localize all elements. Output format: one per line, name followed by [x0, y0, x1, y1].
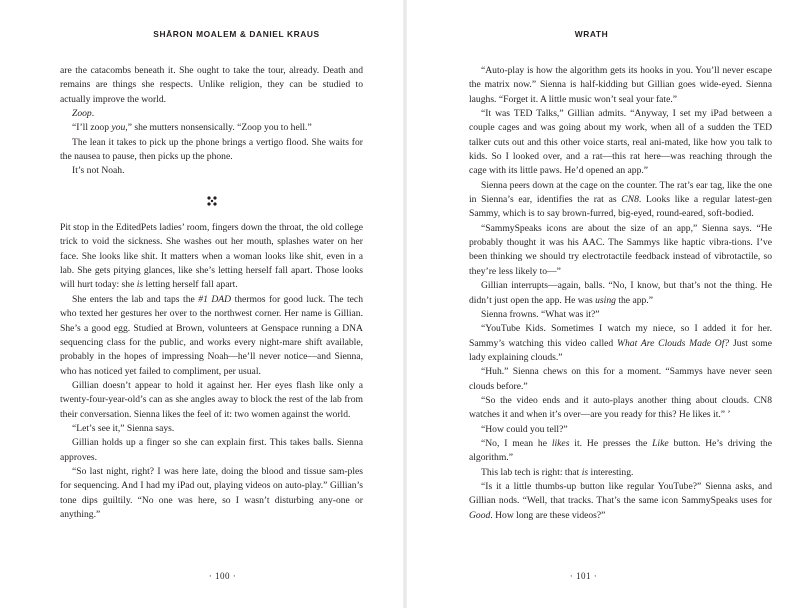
paragraph: [60, 136, 363, 165]
text-run: are the catacombs beneath it. She ought to take the tour, already. Death and remains are things she respects. Unlike religion, they can be studied to actually improve the world.: [60, 65, 363, 105]
paragraph: [60, 465, 363, 522]
right-page: [405, 0, 810, 608]
running-head-authors: SHĀRON MOALEM & DANIEL KRAUS: [153, 29, 320, 39]
paragraph: [469, 480, 772, 523]
text-run: thermos for good luck. The tech who texted her gestures her over to the northwest corner. Her name is Gillian. She’s a good egg. Studied at Brown, volunteers at Genspace running a DNA sequencing class for the public, and works every night-mare shift available, probably in the hopes of impressing Noah—he’ll never notice—and Sienna, who has noticed yet failed to compliment, per usual.: [60, 293, 363, 377]
text-run: the app.”: [615, 294, 653, 306]
text-run: button. He’s driving the algorithm.”: [469, 437, 772, 464]
text-run: Gillian interrupts—again, balls. “No, I know, but that’s not the thing. He didn’t just open the app. He was: [469, 280, 772, 306]
paragraph: [60, 107, 363, 121]
text-run: The lean it takes to pick up the phone brings a vertigo flood. She waits for the nausea to pause, then picks up the phone.: [60, 136, 363, 163]
paragraph: [469, 466, 772, 480]
paragraph: [469, 365, 772, 394]
text-run: “Huh.” Sienna chews on this for a moment. “Sammys have never seen clouds before.”: [469, 366, 772, 392]
paragraph: [60, 64, 363, 107]
text-run: . Looks like a regular latest-gen Sammy, which is to say brown-furred, big-eyed, round-eared, soft-bodied.: [469, 194, 772, 220]
italic-text: likes: [551, 437, 570, 449]
italic-text: using: [595, 294, 616, 306]
text-run: “Let’s see it,” Sienna says.: [72, 422, 175, 434]
italic-text: is: [581, 466, 589, 478]
page-number-left: · 100 ·: [208, 571, 237, 581]
text-run: Sienna frowns. “What was it?”: [481, 308, 600, 320]
italic-text: Good: [469, 509, 491, 521]
italic-text: Zoop: [72, 108, 92, 120]
text-run: Pit stop in the EditedPets ladies’ room, fingers down the throat, the old college trick to void the sickness. She washes out her mouth, splashes water on her face. She looks like shit. It matters when a woman looks like shit, even in a lab. She gets pitying glances, like she’s letting herself fall apart. Those looks will hurt today: she: [60, 222, 363, 291]
text-run: ,” she mutters nonsensically. “Zoop you to hell.”: [125, 122, 312, 134]
text-run: She enters the lab and taps the: [72, 293, 199, 305]
text-run: “SammySpeaks icons are about the size of an app,” Sienna says. “He probably thought it was his AAC. The Sammys like haptic vibra-tions. I’ve been thinking we should try electrotactile feedback instead of vibrotactile, so they’re less likely to—”: [469, 222, 772, 277]
paragraph: [469, 437, 772, 466]
paragraph: [469, 423, 772, 437]
text-run: Just some lady explaining clouds.”: [469, 337, 772, 363]
paragraph: [60, 221, 363, 293]
text-run: Gillian holds up a finger so she can explain first. This takes balls. Sienna approves.: [60, 437, 363, 463]
italic-text: is: [136, 279, 144, 291]
text-run: “I’ll zoop: [72, 122, 112, 134]
italic-text: What Are Clouds Made Of?: [616, 337, 730, 349]
paragraph: [469, 222, 772, 279]
paragraph: [60, 164, 363, 178]
paragraph: [469, 322, 772, 365]
paragraph: [469, 308, 772, 322]
paragraph: [60, 121, 363, 135]
section-break-ornament: [60, 193, 363, 207]
italic-text: CN8: [621, 194, 639, 206]
paragraph: [60, 436, 363, 465]
right-page-body-text: [469, 64, 772, 523]
text-run: This lab tech is right: that: [481, 466, 582, 478]
text-run: Sienna peers down at the cage on the counter. The rat’s ear tag, like the one in Sienna’s ear, identifies the rat as: [469, 179, 772, 206]
text-run: “Auto-play is how the algorithm gets its hooks in you. You’ll never escape the matrix now.” Sienna is half-kidding but Gillian goes wide-eyed. Sienna laughs. “Forget it. A little music won’t seal your fate.”: [469, 65, 772, 105]
paragraph: [469, 179, 772, 222]
page-number-right: · 101 ·: [569, 571, 598, 581]
text-run: “So last night, right? I was here late, doing the blood and tissue sam-ples for sequencing. And I had my iPad out, playing videos on auto-play.” Gillian’s tone dips guiltily. “No one was here, so I wasn’t disturbing any-one or anything.”: [60, 465, 363, 520]
italic-text: Like: [652, 437, 669, 449]
text-run: . How long are these videos?”: [490, 509, 606, 521]
text-run: “How could you tell?”: [481, 423, 568, 435]
text-run: It’s not Noah.: [72, 165, 125, 177]
paragraph: [469, 394, 772, 423]
text-run: interesting.: [588, 466, 634, 478]
paragraph: [469, 107, 772, 179]
text-run: .: [91, 108, 95, 120]
paragraph: [469, 279, 772, 308]
text-run: it. He presses the: [569, 437, 653, 449]
italic-text: #1 DAD: [198, 293, 232, 305]
paragraph: [60, 422, 363, 436]
running-head-title: WRATH: [574, 29, 609, 39]
text-run: “It was TED Talks,” Gillian admits. “Anyway, I set my iPad between a couple cages and was going about my work, when all of a sudden the TED talker cuts out and this other voice starts, real ani-mated, like how you talk to kids. So I looked over, and a rat—this rat here—was reaching through the cage with its little paws. He’d opened an app.”: [469, 108, 772, 177]
left-page-body-text: [60, 64, 363, 522]
text-run: “Is it a little thumbs-up button like regular YouTube?” Sienna asks, and Gillian nods. “Well, that tracks. That’s the same icon SammySpeaks uses for: [469, 480, 772, 507]
italic-text: you: [111, 122, 126, 134]
text-run: “So the video ends and it auto-plays another thing about clouds. CN8 watches it and when it’s over—are you ready for this? He likes it.” ’: [469, 394, 772, 421]
paragraph: [469, 64, 772, 107]
text-run: Gillian doesn’t appear to hold it against her. Her eyes flash like only a twenty-four-year-old’s can as she angles away to block the rest of the lab from their conversation. Sienna likes the feel of it: two women against the world.: [60, 379, 363, 420]
text-run: “No, I mean he: [481, 437, 552, 449]
paragraph: [60, 293, 363, 379]
text-run: letting herself fall apart.: [143, 279, 238, 291]
text-run: “YouTube Kids. Sometimes I watch my niece, so I added it for her. Sammy’s watching this video called: [469, 323, 772, 349]
paragraph: [60, 379, 363, 422]
